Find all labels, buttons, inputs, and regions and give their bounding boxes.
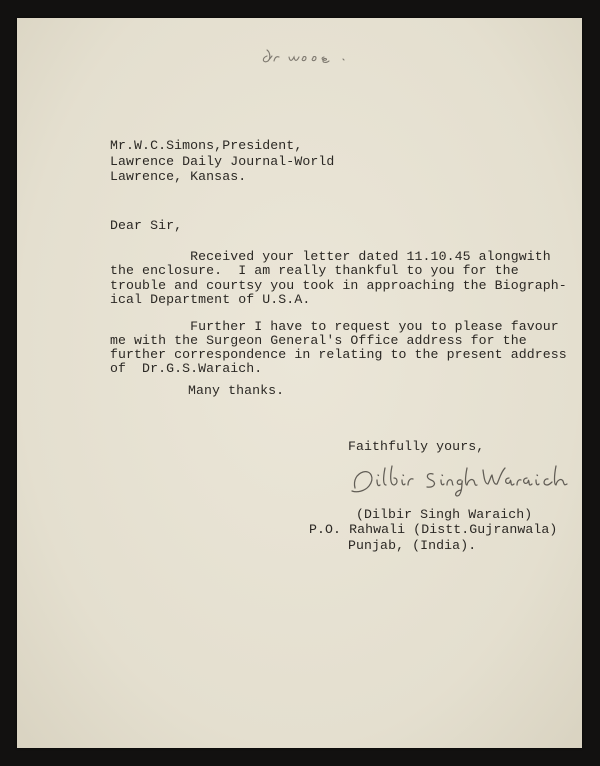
salutation: Dear Sir, [110,218,183,233]
sender-address-1: P.O. Rahwali (Distt.Gujranwala) [309,522,558,537]
paragraph-2-line-2: me with the Surgeon General's Office address for the [110,333,527,348]
sender-name: (Dilbir Singh Waraich) [356,507,533,522]
recipient-line-2: Lawrence Daily Journal-World [110,154,335,169]
recipient-line-3: Lawrence, Kansas. [110,169,247,184]
paragraph-1-line-3: trouble and courtsy you took in approaching the Biograph- [110,278,567,293]
paragraph-2-line-1: Further I have to request you to please favour [110,319,559,334]
paragraph-2-line-4: of Dr.G.S.Waraich. [110,361,263,376]
paragraph-1-line-4: ical Department of U.S.A. [110,292,311,307]
recipient-line-1: Mr.W.C.Simons,President, [110,138,303,153]
handwritten-signature [347,458,572,500]
paragraph-2-line-3: further correspondence in relating to the present address [110,347,567,362]
letter-page [17,18,582,748]
sender-address-2: Punjab, (India). [348,538,477,553]
paragraph-1-line-2: the enclosure. I am really thankful to you for the [110,263,519,278]
thanks-line: Many thanks. [188,383,285,398]
closing-line: Faithfully yours, [348,439,485,454]
paragraph-1-line-1: Received your letter dated 11.10.45 alongwith [110,249,551,264]
handwritten-annotation [257,46,367,72]
